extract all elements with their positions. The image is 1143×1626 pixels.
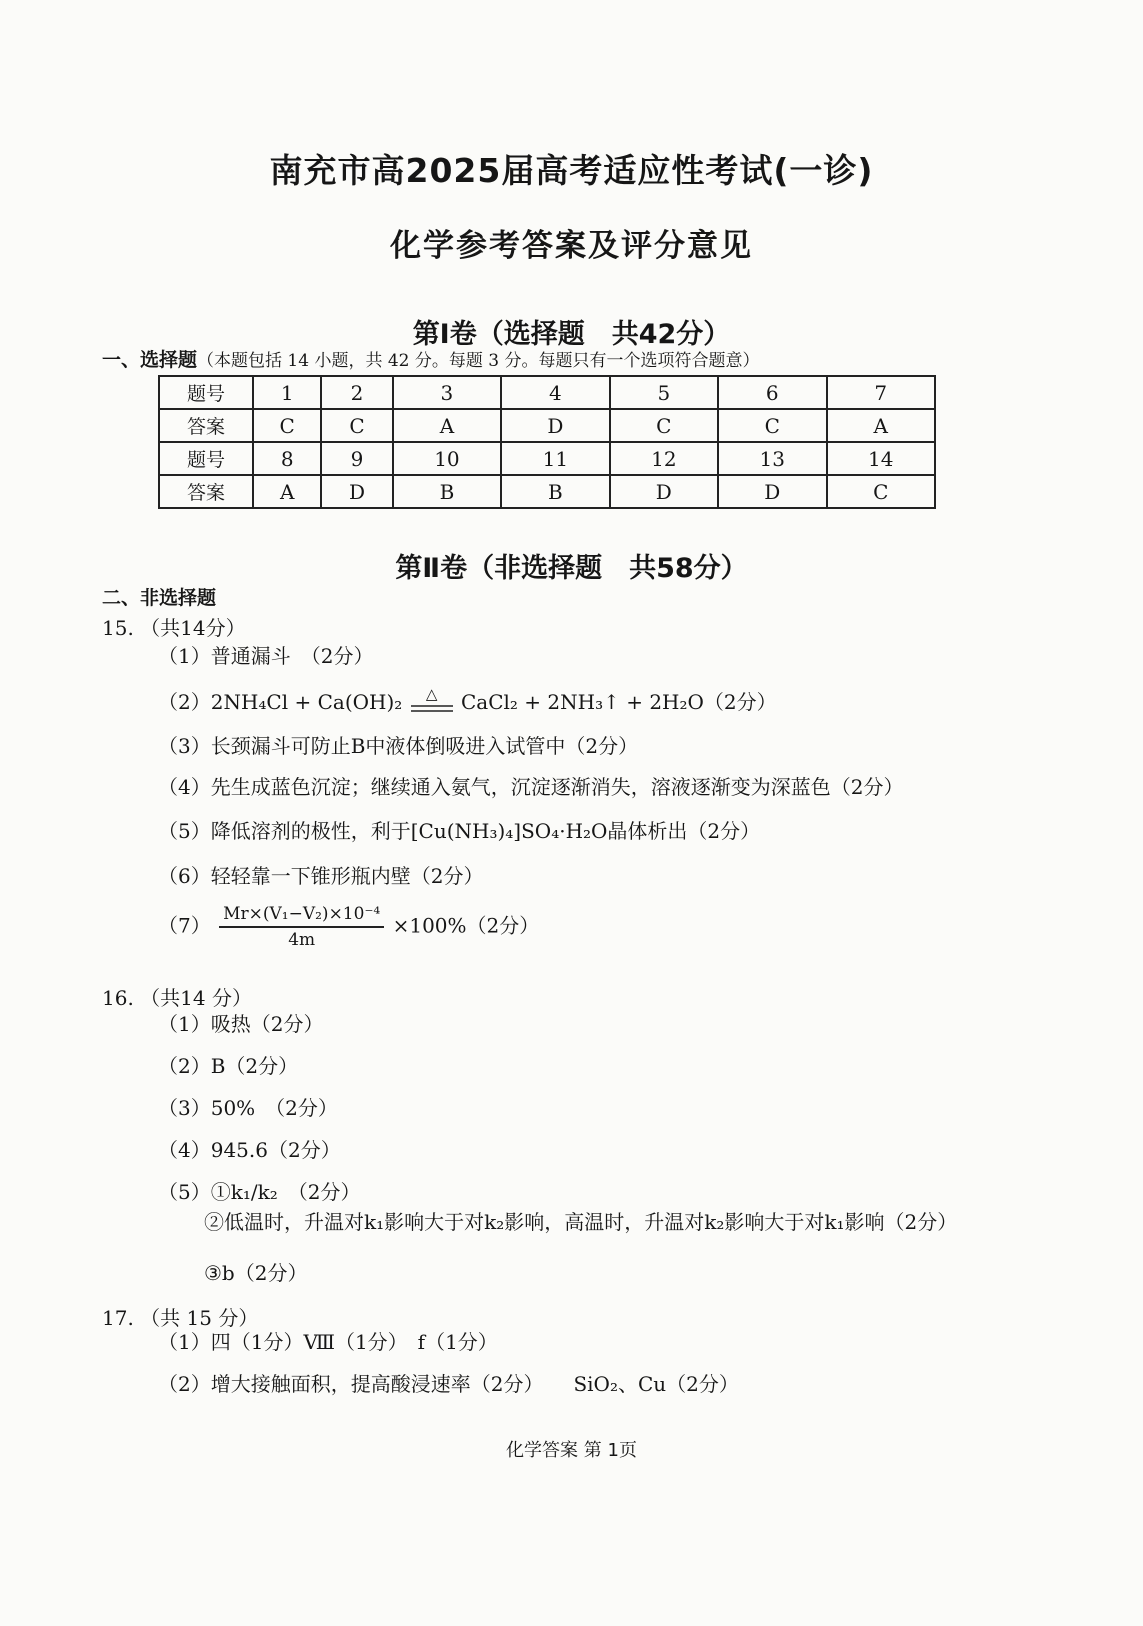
exam-title: 南充市高2025届高考适应性考试(一诊)	[269, 151, 874, 190]
q16-answer-2: （2）B（2分）	[158, 1054, 299, 1078]
table-cell: 8	[253, 442, 321, 475]
fraction-denominator: 4m	[288, 930, 316, 950]
table-cell: 3	[393, 376, 501, 409]
table-cell: C	[610, 409, 718, 442]
q17-total: （共 15 分）	[140, 1306, 259, 1330]
table-cell: 2	[321, 376, 392, 409]
heat-condition-sign	[409, 684, 455, 717]
table-cell: 14	[827, 442, 936, 475]
q16-number: 16.	[102, 986, 134, 1010]
section1-title: 第Ⅰ卷（选择题 共42分）	[412, 319, 731, 350]
q17-answer-1: （1）四（1分）Ⅷ（1分） f（1分）	[158, 1330, 498, 1354]
table-row	[159, 475, 935, 508]
q16-answer-5-1: （5）①k₁/k₂ （2分）	[158, 1180, 361, 1204]
q17-answer-2: （2）增大接触面积，提高酸浸速率（2分） SiO₂、Cu（2分）	[158, 1372, 739, 1396]
part1-heading-label: 一、选择题	[102, 349, 198, 371]
q15-answer-2-label: （2）	[158, 690, 211, 714]
fraction-numerator: Mr×(V₁−V₂)×10⁻⁴	[219, 904, 384, 928]
table-cell: 4	[501, 376, 609, 409]
table-cell: D	[610, 475, 718, 508]
table-cell: D	[718, 475, 826, 508]
table-row	[159, 442, 935, 475]
table-cell: 12	[610, 442, 718, 475]
double-bar-icon	[409, 691, 455, 717]
row-label: 答案	[159, 475, 253, 508]
table-cell: 1	[253, 376, 321, 409]
table-cell: 10	[393, 442, 501, 475]
table-cell: D	[321, 475, 392, 508]
part2-heading: 二、非选择题	[102, 587, 217, 609]
section2-title: 第Ⅱ卷（非选择题 共58分）	[395, 553, 748, 584]
table-cell: 5	[610, 376, 718, 409]
yield-formula-fraction	[219, 904, 384, 950]
table-cell: C	[718, 409, 826, 442]
q16-answer-1: （1）吸热（2分）	[158, 1012, 324, 1036]
table-cell: 7	[827, 376, 936, 409]
q16-answer-5-2: ②低温时，升温对k₁影响大于对k₂影响，高温时，升温对k₂影响大于对k₁影响（2分）	[204, 1210, 958, 1234]
q16-total: （共14 分）	[140, 986, 252, 1010]
table-row	[159, 409, 935, 442]
delta-symbol: △	[425, 684, 438, 703]
part1-note: （本题包括 14 小题，共 42 分。每题 3 分。每题只有一个选项符合题意）	[197, 351, 760, 371]
row-label: 题号	[159, 442, 253, 475]
q15-answer-1: （1）普通漏斗 （2分）	[158, 644, 374, 668]
table-cell: 9	[321, 442, 392, 475]
table-row	[159, 376, 935, 409]
q15-answer-7-tail: ×100%（2分）	[392, 913, 540, 938]
table-cell: A	[827, 409, 936, 442]
q15-answer-6: （6）轻轻靠一下锥形瓶内壁（2分）	[158, 864, 484, 888]
q15-number: 15.	[102, 616, 134, 640]
q16-answer-5-3: ③b（2分）	[204, 1261, 308, 1285]
q15-answer-7	[158, 904, 539, 950]
q15-equation-right: CaCl₂ + 2NH₃↑ + 2H₂O（2分）	[461, 690, 777, 714]
table-cell: 6	[718, 376, 826, 409]
q17-number: 17.	[102, 1306, 134, 1330]
row-label: 答案	[159, 409, 253, 442]
q15-header	[102, 612, 246, 641]
table-cell: B	[501, 475, 609, 508]
page-footer: 化学答案 第 1页	[506, 1440, 637, 1461]
q15-answer-5: （5）降低溶剂的极性，利于[Cu(NH₃)₄]SO₄·H₂O晶体析出（2分）	[158, 819, 761, 843]
q15-answer-2	[158, 686, 777, 717]
q15-answer-3: （3）长颈漏斗可防止B中液体倒吸进入试管中（2分）	[158, 734, 639, 758]
part1-heading	[102, 345, 760, 372]
q16-answer-3: （3）50% （2分）	[158, 1096, 338, 1120]
answer-table	[158, 375, 936, 509]
q16-answer-4: （4）945.6（2分）	[158, 1138, 341, 1162]
table-cell: D	[501, 409, 609, 442]
table-cell: C	[827, 475, 936, 508]
q15-equation-left: 2NH₄Cl + Ca(OH)₂	[210, 690, 403, 714]
table-cell: A	[393, 409, 501, 442]
q15-answer-4: （4）先生成蓝色沉淀；继续通入氨气，沉淀逐渐消失，溶液逐渐变为深蓝色（2分）	[158, 775, 904, 799]
row-label: 题号	[159, 376, 253, 409]
document-subtitle: 化学参考答案及评分意见	[390, 228, 753, 264]
q15-total: （共14分）	[140, 616, 246, 640]
table-cell: C	[321, 409, 392, 442]
table-cell: C	[253, 409, 321, 442]
q16-header	[102, 982, 252, 1011]
table-cell: 11	[501, 442, 609, 475]
table-cell: 13	[718, 442, 826, 475]
q15-answer-7-label: （7）	[158, 913, 211, 938]
table-cell: B	[393, 475, 501, 508]
table-cell: A	[253, 475, 321, 508]
